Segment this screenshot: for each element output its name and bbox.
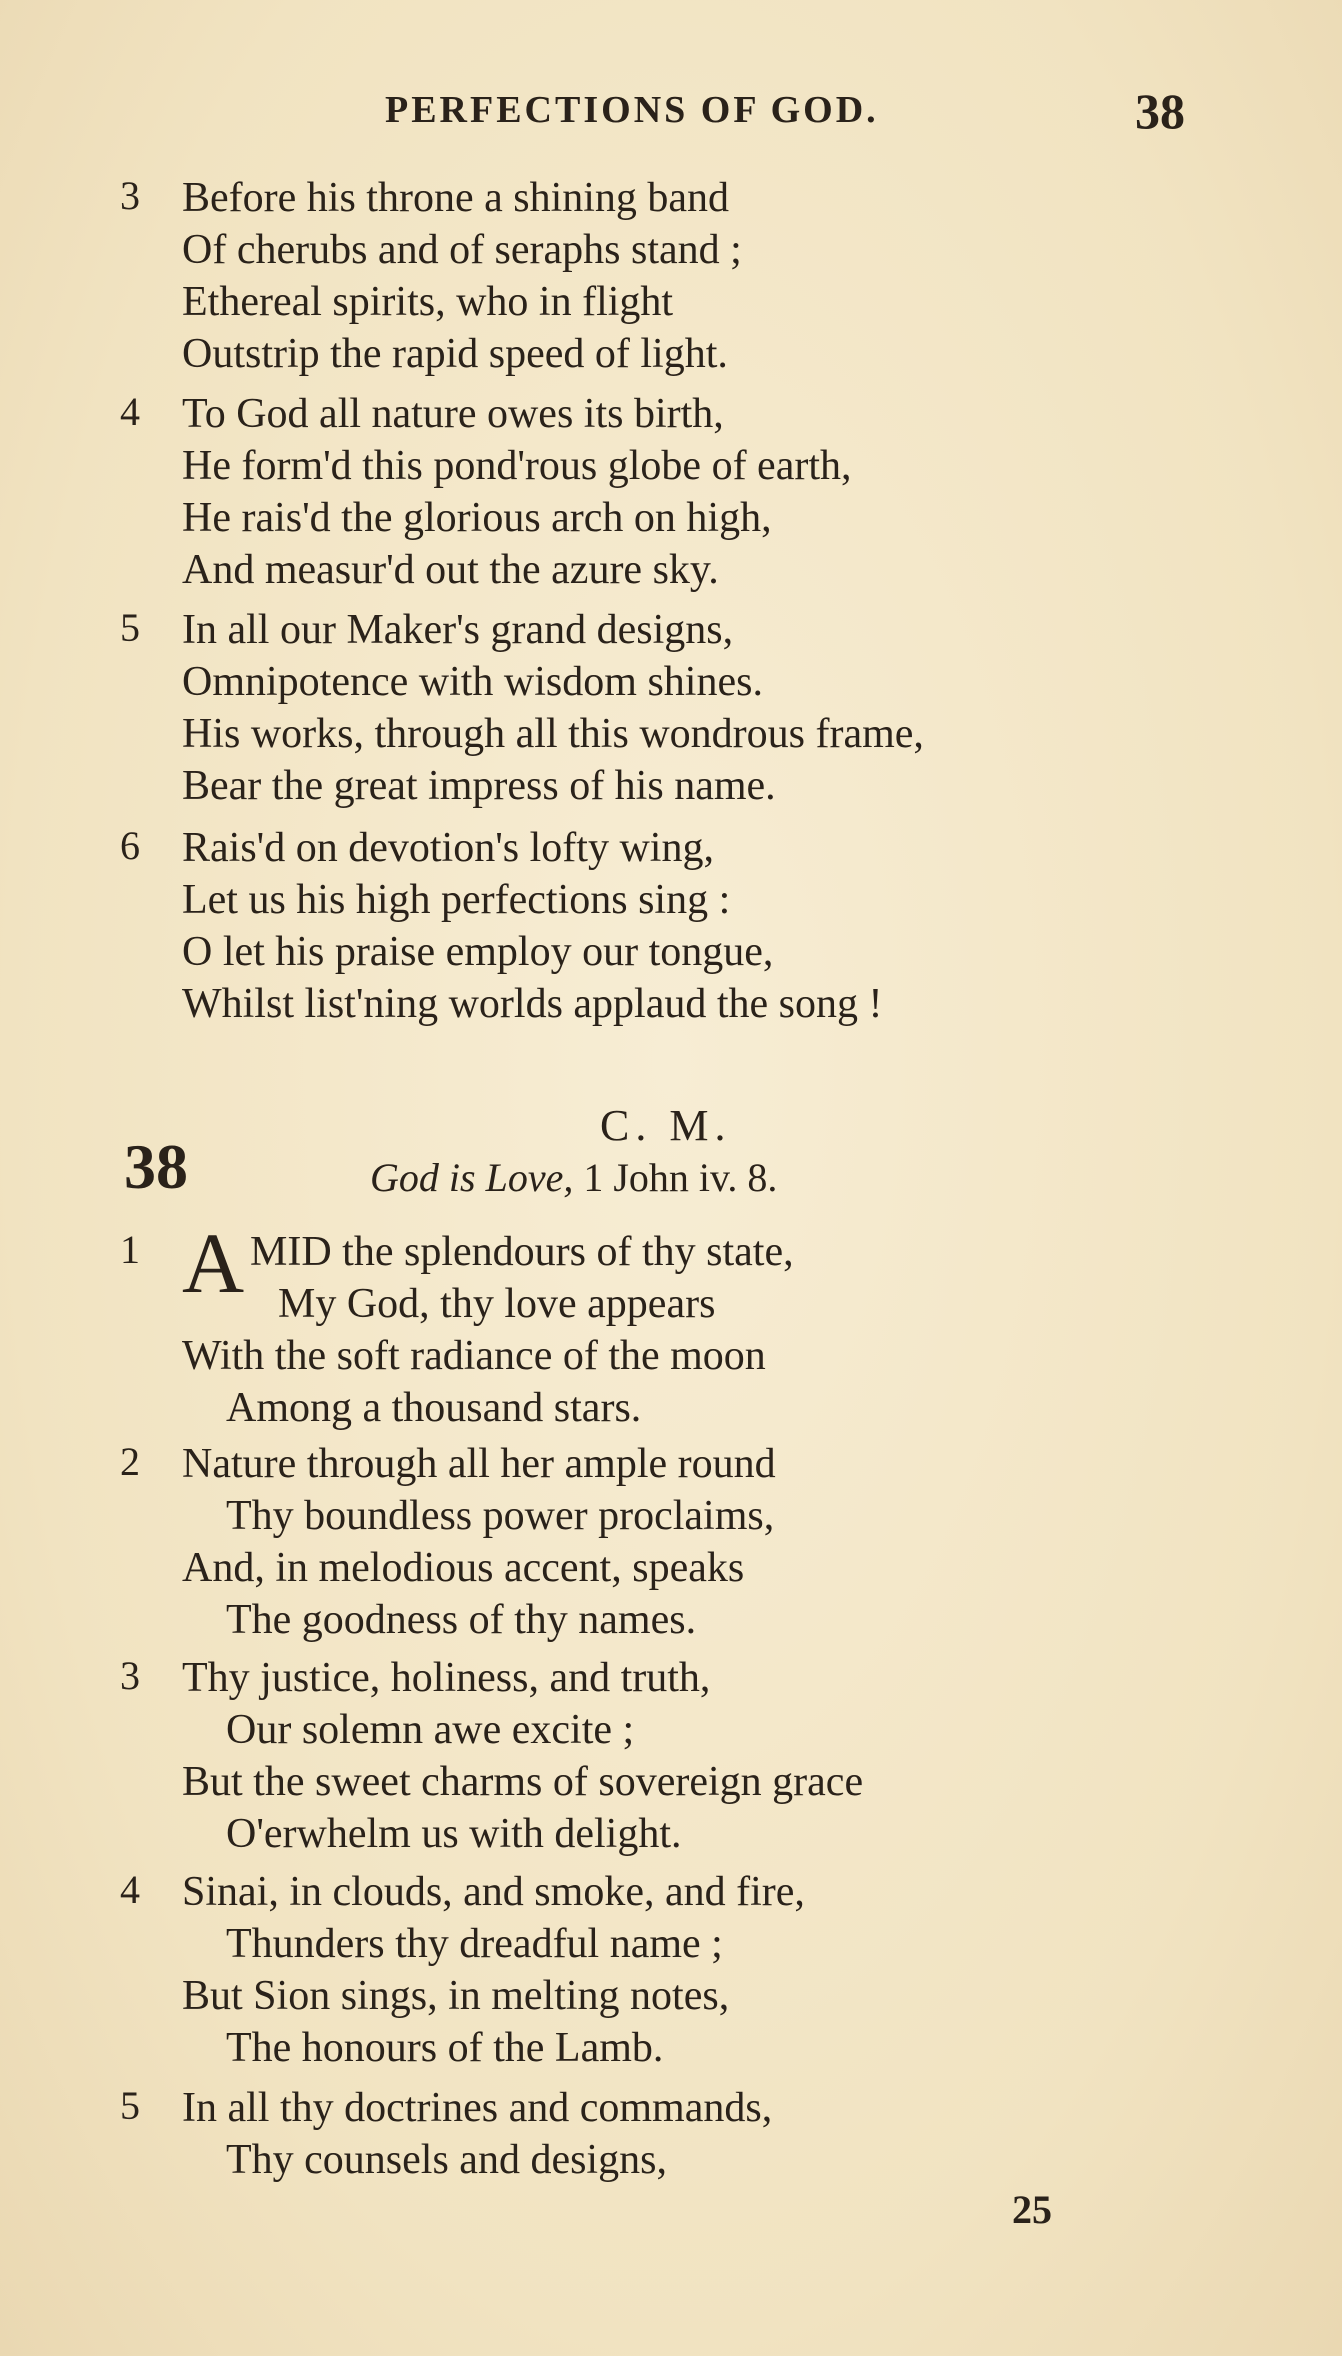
verse-line: Our solemn awe excite ;: [226, 1707, 635, 1753]
verse-line: In all our Maker's grand designs,: [182, 607, 734, 653]
verse-line: The goodness of thy names.: [226, 1597, 697, 1643]
hymn-subject: [370, 1154, 777, 1201]
verse-line: Rais'd on devotion's lofty wing,: [182, 825, 714, 871]
signature-mark: 25: [1012, 2187, 1052, 2232]
running-head: PERFECTIONS OF GOD.: [385, 89, 879, 131]
verse-line: Thy justice, holiness, and truth,: [182, 1655, 711, 1701]
verse-line: Thunders thy dreadful name ;: [226, 1921, 723, 1967]
verse-line: And measur'd out the azure sky.: [182, 547, 719, 593]
verse-line: But Sion sings, in melting notes,: [182, 1973, 730, 2019]
verse-line: In all thy doctrines and commands,: [182, 2085, 773, 2131]
stanza-number: 4: [120, 389, 140, 434]
verse-line: His works, through all this wondrous frame,: [182, 711, 924, 757]
subject-title: God is Love,: [370, 1155, 574, 1200]
stanza-number: 5: [120, 2083, 140, 2128]
page-header: [385, 83, 1185, 148]
verse-line: O'erwhelm us with delight.: [226, 1811, 682, 1857]
verse-line: To God all nature owes its birth,: [182, 391, 724, 437]
scripture-reference: 1 John iv. 8.: [583, 1155, 778, 1200]
verse-line: My God, thy love appears: [278, 1281, 716, 1327]
hymn-number: 38: [124, 1131, 188, 1202]
hymn-meter: C. M.: [600, 1101, 732, 1150]
stanza-number: 5: [120, 605, 140, 650]
verse-line: Among a thousand stars.: [226, 1385, 642, 1431]
verse-line: With the soft radiance of the moon: [182, 1333, 766, 1379]
verse-line: Sinai, in clouds, and smoke, and fire,: [182, 1869, 805, 1915]
verse-line: Whilst list'ning worlds applaud the song !: [182, 981, 883, 1027]
verse-line: And, in melodious accent, speaks: [182, 1545, 745, 1591]
verse-line: Thy boundless power proclaims,: [226, 1493, 775, 1539]
verse-line: He rais'd the glorious arch on high,: [182, 495, 772, 541]
verse-line: Ethereal spirits, who in flight: [182, 279, 674, 325]
stanza-number: 4: [120, 1867, 140, 1912]
verse-line: Bear the great impress of his name.: [182, 763, 776, 809]
verse-line: Before his throne a shining band: [182, 175, 730, 221]
verse-line: Let us his high perfections sing :: [182, 877, 731, 923]
verse-line: MID the splendours of thy state,: [250, 1229, 794, 1275]
verse-line: O let his praise employ our tongue,: [182, 929, 774, 975]
stanza-number: 3: [120, 173, 140, 218]
stanza-number: 2: [120, 1439, 140, 1484]
verse-line: Nature through all her ample round: [182, 1441, 776, 1487]
verse-line: He form'd this pond'rous globe of earth,: [182, 443, 852, 489]
verse-line: Omnipotence with wisdom shines.: [182, 659, 763, 705]
verse-line: Thy counsels and designs,: [226, 2137, 667, 2183]
stanza-number: 1: [120, 1227, 140, 1272]
drop-cap: A: [182, 1215, 245, 1311]
verse-line: Outstrip the rapid speed of light.: [182, 331, 728, 377]
stanza-number: 6: [120, 823, 140, 868]
stanza-number: 3: [120, 1653, 140, 1698]
page-number: 38: [1135, 83, 1185, 139]
verse-line: Of cherubs and of seraphs stand ;: [182, 227, 742, 273]
verse-line: The honours of the Lamb.: [226, 2025, 664, 2071]
verse-line: But the sweet charms of sovereign grace: [182, 1759, 864, 1805]
hymn-heading: [120, 1100, 1220, 1220]
